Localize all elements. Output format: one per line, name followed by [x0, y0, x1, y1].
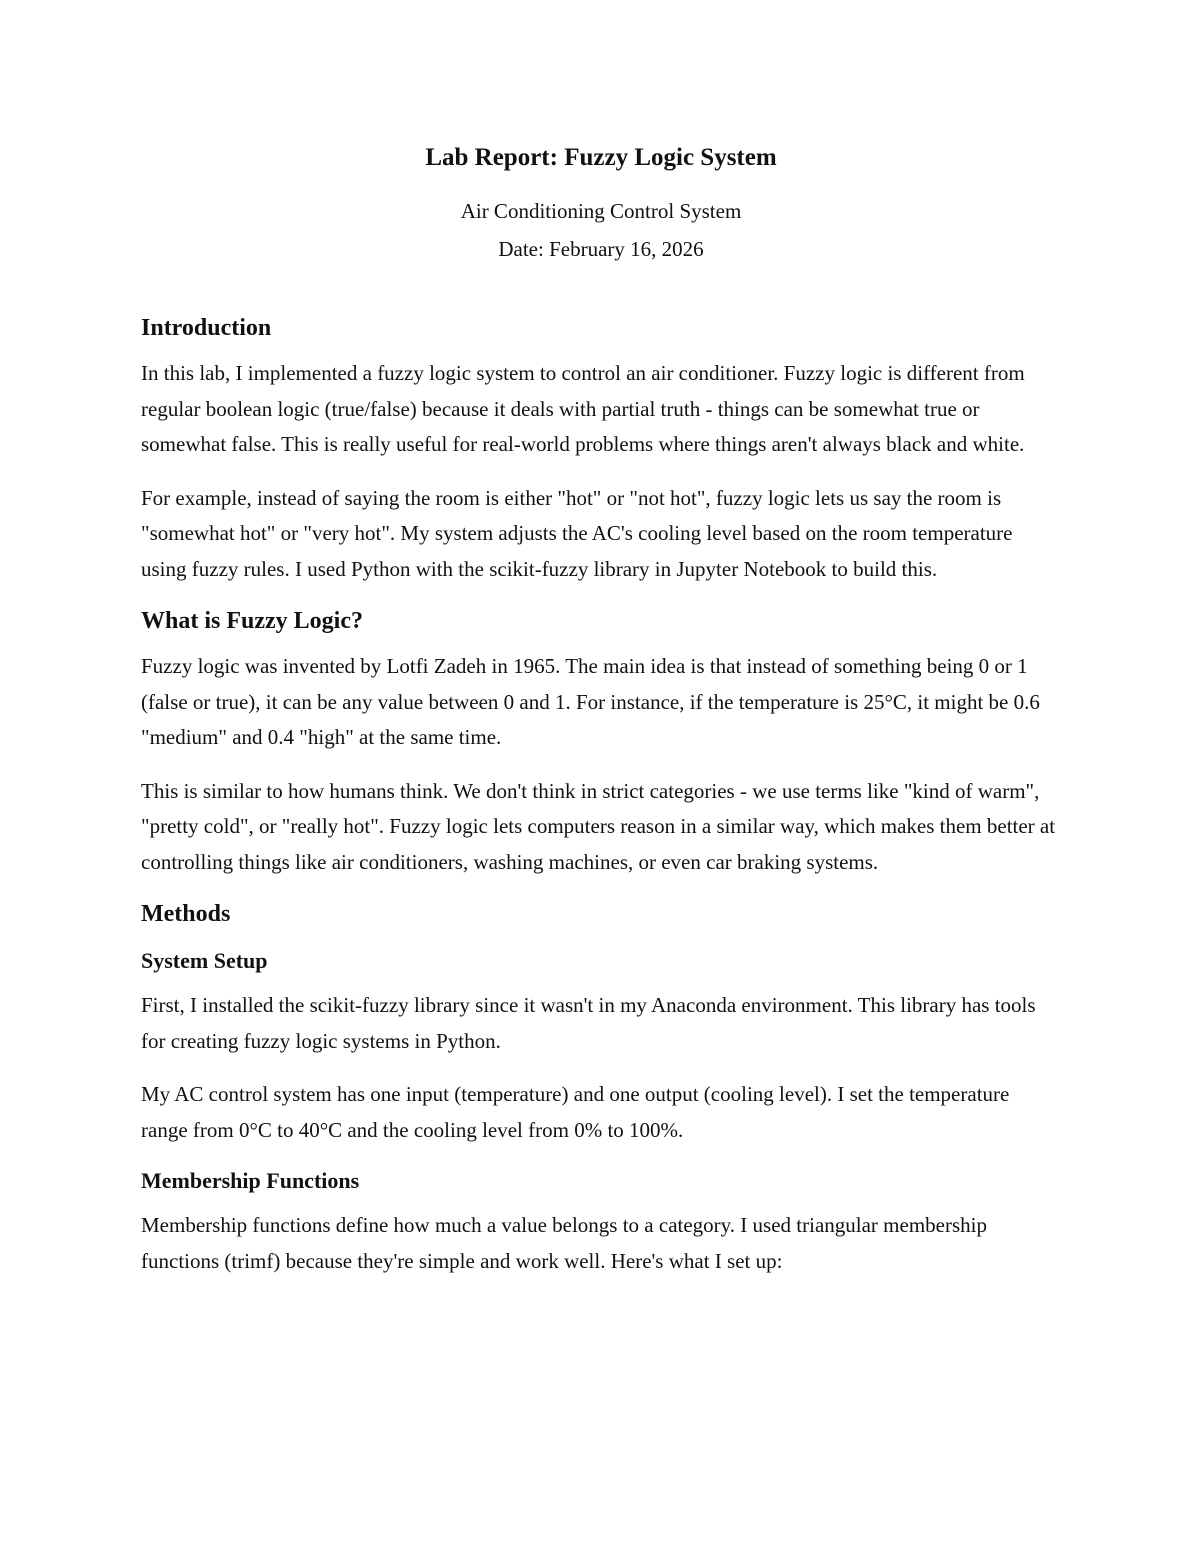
system-setup-paragraph: First, I installed the scikit-fuzzy library since it wasn't in my Anaconda environment. This library has tools for creating fuzzy logic systems in Python. — [141, 993, 1036, 1053]
introduction-heading: Introduction — [141, 315, 272, 341]
document-title: Lab Report: Fuzzy Logic System — [425, 144, 777, 171]
what-is-paragraph: This is similar to how humans think. We don't think in strict categories - we use terms like "kind of warm", "pretty cold", or "really hot". Fuzzy logic lets computers reason in a similar way, which makes them better at controlling things like air conditioners, washing machines, or even car braking systems. — [141, 778, 1056, 874]
membership-functions-paragraph: Membership functions define how much a value belongs to a category. I used triangular membership functions (trimf) because they're simple and work well. Here's what I set up: — [141, 1213, 987, 1273]
document-date: Date: February 16, 2026 — [498, 237, 704, 261]
document-body — [141, 138, 1061, 1279]
what-is-fuzzy-logic-heading: What is Fuzzy Logic? — [141, 608, 363, 634]
what-is-paragraph: Fuzzy logic was invented by Lotfi Zadeh in 1965. The main idea is that instead of something being 0 or 1 (false or true), it can be any value between 0 and 1. For instance, if the temperature is 25°C, it might be 0.6 "medium" and 0.4 "high" at the same time. — [141, 654, 1040, 749]
methods-heading: Methods — [141, 901, 231, 927]
system-setup-heading: System Setup — [141, 948, 268, 973]
document-subtitle: Air Conditioning Control System — [460, 199, 742, 223]
membership-functions-heading: Membership Functions — [141, 1168, 360, 1193]
introduction-paragraph: In this lab, I implemented a fuzzy logic system to control an air conditioner. Fuzzy logic is different from regular boolean logic (true/false) because it deals with partial truth - things can be somewhat true or somewhat false. This is really useful for real-world problems where things aren't always black and white. — [141, 361, 1025, 456]
introduction-paragraph: For example, instead of saying the room is either "hot" or "not hot", fuzzy logic lets us say the room is "somewhat hot" or "very hot". My system adjusts the AC's cooling level based on the room temperature using fuzzy rules. I used Python with the scikit-fuzzy library in Jupyter Notebook to build this. — [141, 485, 1013, 581]
system-setup-paragraph: My AC control system has one input (temperature) and one output (cooling level). I set the temperature range from 0°C to 40°C and the cooling level from 0% to 100%. — [141, 1082, 1010, 1142]
